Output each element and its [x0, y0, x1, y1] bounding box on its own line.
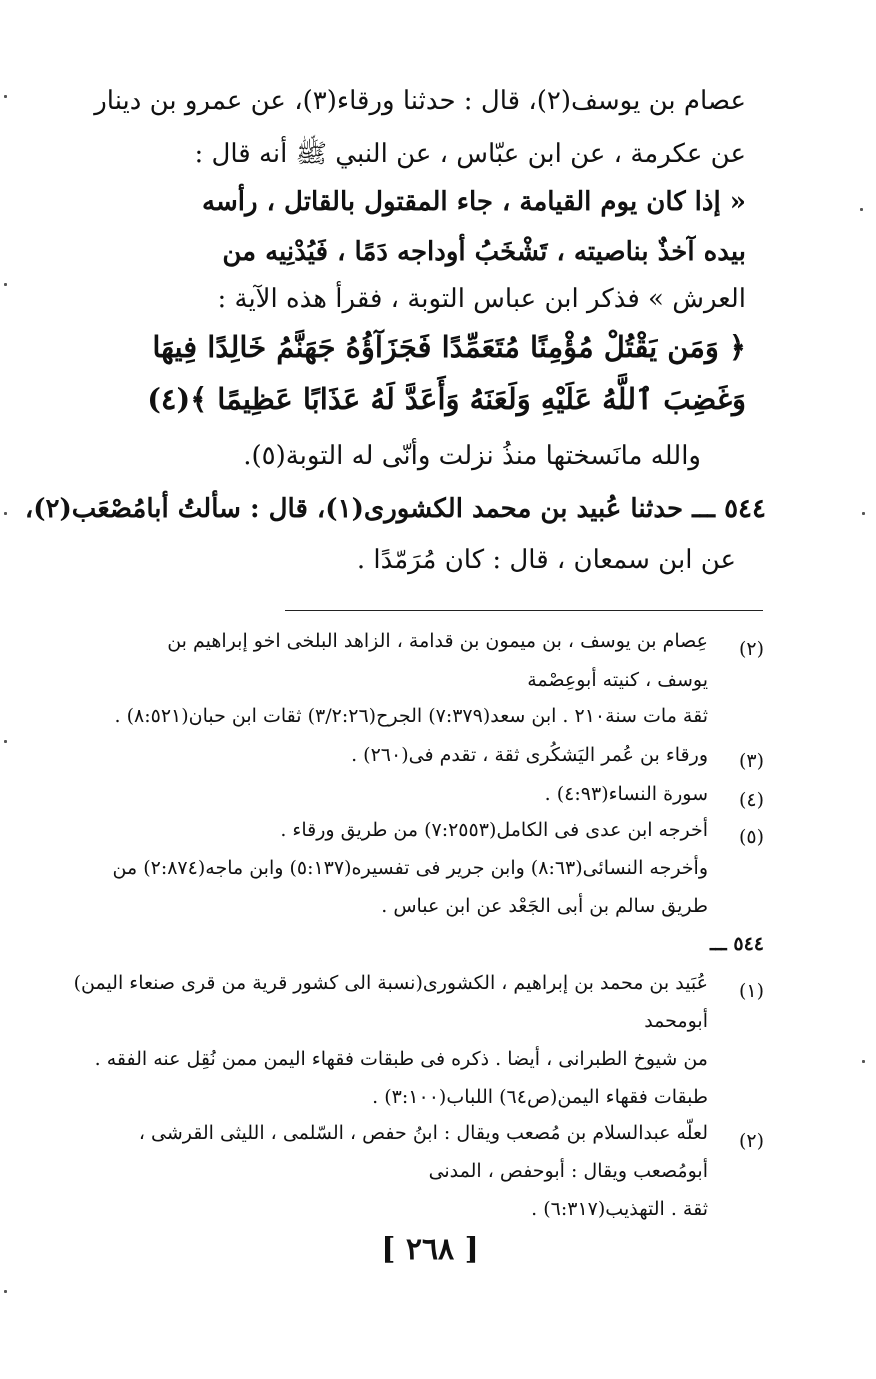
quran-line-1: ﴿ وَمَن يَقْتُلْ مُؤْمِنًا مُتَعَمِّدًا فَجَزَآؤُهُ جَهَنَّمُ خَالِدًا فِيهَا	[152, 330, 746, 364]
scan-speck	[862, 512, 865, 515]
main-line-5: العرش » فذكر ابن عباس التوبة ، فقرأ هذه الآية :	[217, 284, 746, 314]
footnote-4-number: (٤)	[738, 789, 764, 811]
quran-line-2: وَغَضِبَ ٱللَّهُ عَلَيْهِ وَلَعَنَهُ وَأَعَدَّ لَهُ عَذَابًا عَظِيمًا ﴾(٤)	[147, 382, 746, 416]
main-line-4: بيده آخذٌ بناصيته ، تَشْخَبُ أوداجه دَمًا ، فَيُدْنِيه من	[222, 237, 746, 267]
footnote-5-line-2: وأخرجه النسائى(٨:٦٣) وابن جرير فى تفسيره(٥:١٣٧) وابن ماجه(٢:٨٧٤) من	[112, 857, 708, 879]
scan-speck	[4, 283, 7, 286]
footnote-section-544: ٥٤٤ ـــ	[710, 933, 764, 955]
footnote-2-line-3: ثقة مات سنة٢١٠ . ابن سعد(٧:٣٧٩) الجرح(٣/٢:٢٦) ثقات ابن حبان(٨:٥٢١) .	[114, 705, 708, 727]
hadith-544-line: ٥٤٤ ـــ حدثنا عُبيد بن محمد الكشورى(١)، قال : سألتُ أبامُصْعَب(٢)،	[24, 494, 766, 524]
main-line-1: عصام بن يوسف(٢)، قال : حدثنا ورقاء(٣)، عن عمرو بن دينار	[94, 86, 746, 116]
footnote-3-line: ورقاء بن عُمر اليَشكُرى ثقة ، تقدم فى(٢٦٠) .	[351, 744, 708, 766]
scan-speck	[4, 1290, 7, 1293]
main-line-2: عن عكرمة ، عن ابن عبّاس ، عن النبي ﷺ أنه قال :	[194, 139, 746, 169]
main-line-8: والله مانَسختها منذُ نزلت وأنّى له التوبة(٥).	[243, 441, 701, 471]
scan-speck	[4, 512, 7, 515]
scan-speck	[860, 208, 863, 211]
main-line-3: « إذا كان يوم القيامة ، جاء المقتول بالقاتل ، رأسه	[202, 187, 746, 217]
footnote-2-line-1: عِصام بن يوسف ، بن ميمون بن قدامة ، الزاهد البلخى اخو إبراهيم بن	[167, 630, 708, 652]
footnote-2-line-2: يوسف ، كنيته أبوعِصْمة	[527, 669, 708, 691]
main-line-10: عن ابن سمعان ، قال : كان مُرَمّدًا .	[356, 545, 736, 575]
scan-speck	[4, 95, 7, 98]
footnote-544-2-line-3: ثقة . التهذيب(٦:٣١٧) .	[531, 1198, 708, 1220]
footnote-5-line-3: طريق سالم بن أبى الجَعْد عن ابن عباس .	[381, 895, 708, 917]
page-number: [ ٢٦٨ ]	[381, 1232, 479, 1267]
footnote-544-1-number: (١)	[738, 980, 764, 1002]
footnote-5-number: (٥)	[738, 826, 764, 848]
scan-speck	[4, 740, 7, 743]
footnote-544-2-number: (٢)	[738, 1130, 764, 1152]
footnote-3-number: (٣)	[738, 750, 764, 772]
footnote-544-1-line-2: أبومحمد	[644, 1010, 708, 1032]
footnote-separator	[285, 610, 763, 611]
footnote-5-line-1: أخرجه ابن عدى فى الكامل(٧:٢٥٥٣) من طريق ورقاء .	[280, 819, 708, 841]
scan-speck	[862, 1060, 865, 1063]
footnote-544-1-line-3: من شيوخ الطبرانى ، أيضا . ذكره فى طبقات فقهاء اليمن ممن نُقِل عنه الفقه .	[94, 1048, 708, 1070]
footnote-4-line: سورة النساء(٤:٩٣) .	[544, 783, 708, 805]
footnote-544-1-line-4: طبقات فقهاء اليمن(ص٦٤) اللباب(٣:١٠٠) .	[372, 1086, 708, 1108]
footnote-544-2-line-2: أبومُصعب ويقال : أبوحفص ، المدنى	[428, 1160, 708, 1182]
footnote-2-number: (٢)	[738, 638, 764, 660]
footnote-544-1-line-1: عُبَيد بن محمد بن إبراهيم ، الكشورى(نسبة الى كشور قرية من قرى صنعاء اليمن)	[73, 972, 708, 994]
footnote-544-2-line-1: لعلّه عبدالسلام بن مُصعب ويقال : ابنُ حفص ، السّلمى ، الليثى القرشى ،	[138, 1122, 708, 1144]
